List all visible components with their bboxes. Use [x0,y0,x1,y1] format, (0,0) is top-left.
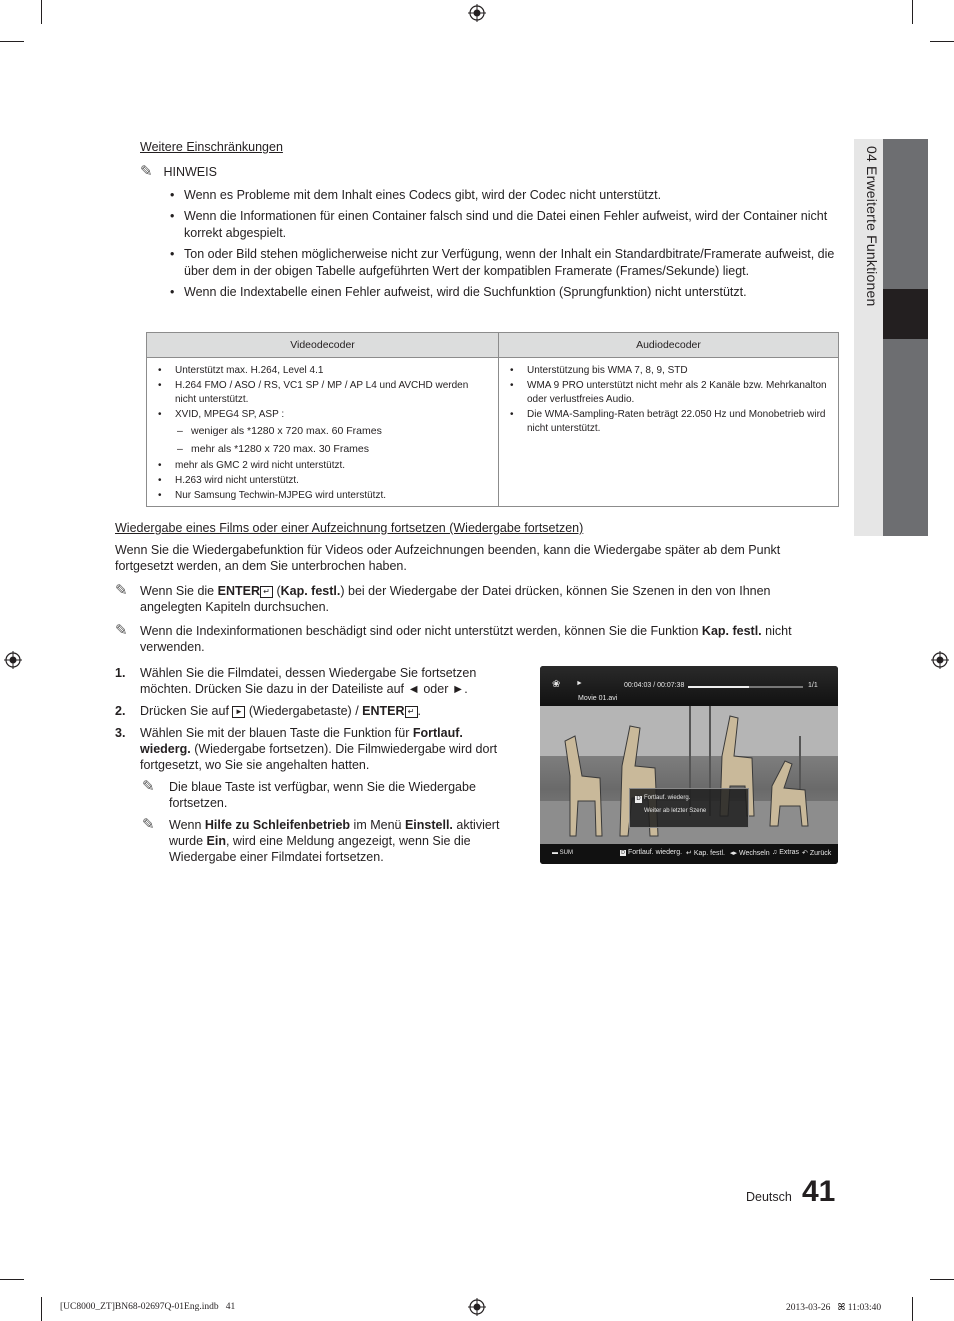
list-item: • XVID, MPEG4 SP, ASP : [155,408,490,422]
video-decoder-cell [147,358,499,507]
crop-mark [41,0,42,24]
restrictions-heading: Weitere Einschränkungen [140,140,283,154]
list-item: • H.263 wird nicht unterstützt. [155,474,490,488]
resume-heading: Wiedergabe eines Films oder einer Aufzeichnung fortsetzen (Wiedergabe fortsetzen) [115,521,584,535]
registration-mark-icon [4,651,22,669]
tv-screenshot [540,666,838,864]
list-item: • WMA 9 PRO unterstützt nicht mehr als 2 Kanäle bzw. Mehrkanalton oder verlustfreies Audio. [507,379,830,407]
print-timestamp: 2013-03-26 ꕤ 11:03:40 [786,1303,882,1313]
resume-note-2: ✎ Wenn die Indexinformationen beschädigt sind oder nicht unterstützt werden, können Sie die Funktion Kap. festl. nicht verwenden. [115,622,792,654]
pencil-note-icon: ✎ [142,778,155,795]
table-header-video: Videodecoder [147,333,499,358]
chapter-label: 04 Erweiterte Funktionen [864,146,880,307]
restrictions-notes-list [166,187,846,305]
step-2: 2. Drücken Sie auf ► (Wiedergabetaste) / ENTER ↵ . [115,704,421,718]
list-item: • H.264 FMO / ASO / RS, VC1 SP / MP / AP L4 und AVCHD werden nicht unterstützt. [155,379,490,407]
chapter-tab-marker [883,289,928,339]
footer-language: Deutsch [746,1190,792,1204]
step-3: 3. Wählen Sie mit der blauen Taste die Funktion für Fortlauf. wiederg. (Wiedergabe fortsetzen). Die Filmwiedergabe wird dort fortgesetzt, wo Sie sie angehalten hatten. ✎ Die blaue Taste ist verfügbar, wenn Sie die Wiedergabe fortsetzen. ✎ Wenn Hilfe zu Schleifenbetrieb im Menü Einstell. aktiviert wurde Ein, wird eine Meldung angezeigt, wenn Sie die Wiedergabe einer Filmdatei fortsetzen. [115,725,515,865]
popup-subtitle: Weiter ab letzter Szene [644,808,707,814]
bottom-back-button[interactable]: ↶ Zurück [802,850,832,857]
crop-mark [0,1279,24,1280]
play-key-icon: ► [232,706,245,718]
list-item: – mehr als *1280 x 720 max. 30 Frames [155,441,490,458]
playback-time: 00:04:03 / 00:07:38 [624,682,685,689]
pencil-note-icon: ✎ [142,816,155,833]
page-number: 41 [802,1175,836,1208]
print-file-info: [UC8000_ZT]BN68-02697Q-01Eng.indb 41 [60,1302,236,1312]
crop-mark [930,41,954,42]
blue-button-icon: D [636,796,641,802]
list-item: • Unterstützung bis WMA 7, 8, 9, STD [507,364,830,378]
enter-key-icon: ↵ [260,586,273,598]
movie-filename: Movie 01.avi [578,695,618,702]
progress-bar[interactable] [688,686,803,688]
crop-mark [0,41,24,42]
list-item: • Nur Samsung Techwin-MJPEG wird unterstützt. [155,489,490,503]
step-3-note-2: ✎ Wenn Hilfe zu Schleifenbetrieb im Menü Einstell. aktiviert wurde Ein, wird eine Meldung angezeigt, wenn Sie die Wiedergabe einer Filmdatei fortsetzen. [142,816,500,864]
bottom-chapter-button[interactable]: ↵ Kap. festl. [686,850,725,857]
tools-icon: ♫ [772,849,778,856]
list-item: • Die WMA-Sampling-Raten beträgt 22.050 Hz und Monobetrieb wird nicht unterstützt. [507,408,830,436]
return-icon: ↶ [802,850,808,857]
sum-indicator: ▬ SUM [552,850,574,856]
crop-mark [912,1297,913,1321]
list-item: • Ton oder Bild stehen möglicherweise nicht zur Verfügung, wenn der Inhalt ein Standardbitrate/Framerate aufweist, die über dem in der obigen Tabelle aufgeführten Wert der kompatiblen Framerate (Frames/Sekunde) liegt. [166,246,846,280]
list-item: • Wenn die Indextabelle einen Fehler aufweist, wird die Suchfunktion (Sprungfunktion) nicht unterstützt. [166,284,846,301]
popup-title: Fortlauf. wiederg. [644,795,691,801]
table-header-audio: Audiodecoder [499,333,839,358]
resume-steps [115,665,515,871]
play-indicator-icon: ► [576,680,583,687]
resume-popup[interactable] [629,788,749,828]
audio-decoder-cell [499,358,839,507]
note-header [140,164,217,181]
resume-note-1: ✎ Wenn Sie die ENTER ↵ (Kap. festl.) bei der Wiedergabe der Datei drücken, können Sie Szenen in den von Ihnen angelegten Kapiteln durchsuchen. [115,582,771,614]
list-item: • Wenn es Probleme mit dem Inhalt eines Codecs gibt, wird der Codec nicht unterstützt. [166,187,846,204]
note-label: HINWEIS [163,165,217,179]
progress-bar-fill [688,686,749,688]
list-item: • Unterstützt max. H.264, Level 4.1 [155,364,490,378]
step-1: 1. Wählen Sie die Filmdatei, dessen Wiedergabe Sie fortsetzen möchten. Drücken Sie dazu in der Dateiliste auf ◄ oder ►. [115,666,477,696]
codec-table [146,332,839,507]
list-item: • Wenn die Informationen für einen Container falsch sind und die Datei einen Fehler aufweist, wird der Container nicht korrekt abgespielt. [166,208,846,242]
pencil-note-icon: ✎ [115,622,128,639]
registration-mark-icon [468,1298,486,1316]
step-3-note-1: ✎ Die blaue Taste ist verfügbar, wenn Sie die Wiedergabe fortsetzen. [142,778,476,810]
bottom-switch-button[interactable]: ◂▸ Wechseln [730,850,770,857]
resume-intro: Wenn Sie die Wiedergabefunktion für Videos oder Aufzeichnungen beenden, kann die Wiedergabe später ab dem Punkt fortgesetzt werden, an dem Sie unterbrochen haben. [115,543,781,573]
bottom-extras-button[interactable]: ♫ Extras [772,849,800,856]
bottom-resume-button[interactable]: D Fortlauf. wiederg. [621,849,683,856]
crop-mark [912,0,913,24]
left-right-arrows-icon: ◂▸ [730,850,738,857]
film-reel-icon: ❀ [552,679,561,690]
page-indicator: 1/1 [808,682,818,689]
pencil-note-icon: ✎ [140,163,153,180]
registration-mark-icon [468,4,486,22]
enter-key-icon: ↵ [686,850,692,857]
crop-mark [41,1297,42,1321]
crop-mark [930,1279,954,1280]
list-item: • mehr als GMC 2 wird nicht unterstützt. [155,459,490,473]
pencil-note-icon: ✎ [115,582,128,599]
list-item: – weniger als *1280 x 720 max. 60 Frames [155,423,490,440]
registration-mark-icon [931,651,949,669]
enter-key-icon: ↵ [405,706,418,718]
